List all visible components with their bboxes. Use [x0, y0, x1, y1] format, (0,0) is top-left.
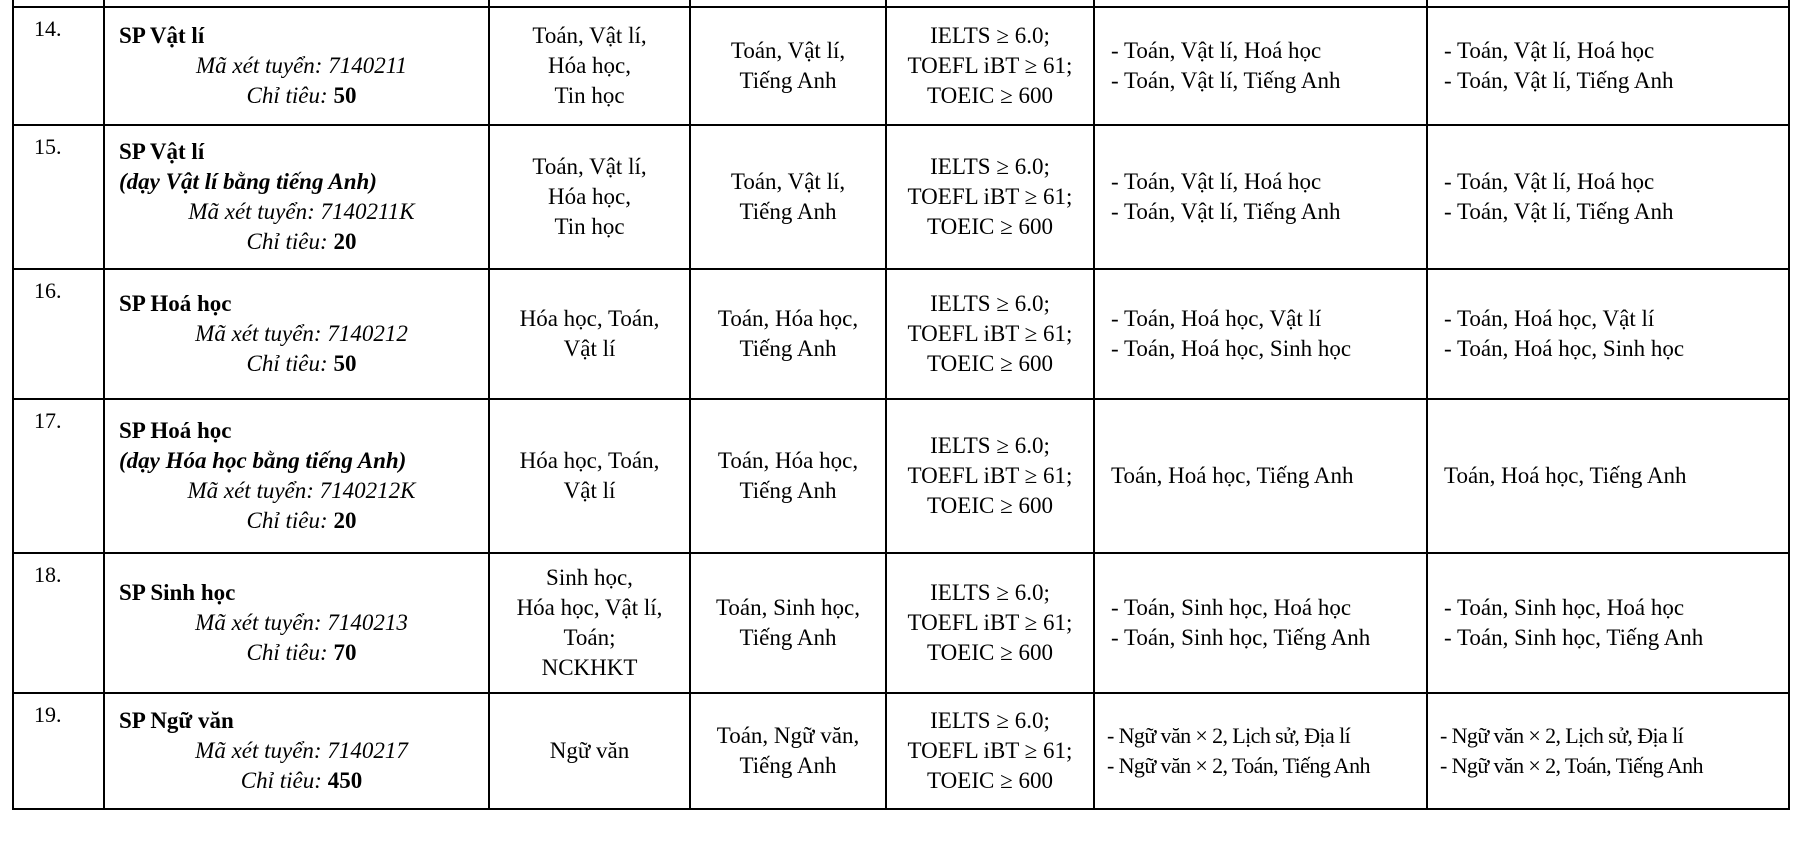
table-row: [13, 125, 1789, 269]
subjects-cell: [489, 7, 690, 125]
quota-line: [119, 227, 484, 257]
major-name: SP Ngữ văn: [119, 708, 234, 733]
quota-label: Chỉ tiêu:: [246, 83, 328, 108]
admission-table: [12, 0, 1790, 810]
quota-line: [119, 638, 484, 668]
certificate-line: TOEFL iBT ≥ 61;: [907, 463, 1073, 488]
certificate-line: TOEIC ≥ 600: [927, 351, 1053, 376]
combination-a-line: Toán, Hoá học, Tiếng Anh: [1111, 463, 1354, 488]
certificate-cell: [886, 553, 1094, 693]
combination-a-line: - Toán, Vật lí, Tiếng Anh: [1111, 199, 1341, 224]
combination-cell: [690, 693, 886, 809]
subject-line: Hóa học, Toán,: [519, 306, 660, 331]
certificate-cell: [886, 693, 1094, 809]
major-subtitle: (dạy Hóa học bằng tiếng Anh): [119, 448, 407, 473]
certificate-cell: [886, 269, 1094, 399]
certificate-line: TOEFL iBT ≥ 61;: [907, 53, 1073, 78]
major-name: SP Hoá học: [119, 291, 232, 316]
certificate-cell: [886, 125, 1094, 269]
quota-value: 20: [333, 229, 357, 254]
admission-code-label: Mã xét tuyển:: [196, 53, 323, 78]
admission-code: 7140213: [327, 610, 408, 635]
quota-value: 450: [327, 768, 363, 793]
major-name: SP Vật lí: [119, 139, 205, 164]
admission-code: 7140212: [327, 321, 408, 346]
certificate-line: TOEIC ≥ 600: [927, 493, 1053, 518]
admission-code: 7140217: [327, 738, 408, 763]
admission-code-line: [119, 197, 484, 227]
subject-line: NCKHKT: [541, 655, 638, 680]
quota-label: Chỉ tiêu:: [246, 508, 328, 533]
combination-b-line: - Toán, Vật lí, Hoá học: [1444, 38, 1655, 63]
subjects-cell: [489, 693, 690, 809]
row-number: 17.: [13, 399, 104, 553]
combination-a-line: - Toán, Hoá học, Vật lí: [1111, 306, 1322, 331]
admission-code-line: [119, 476, 484, 506]
combination-b-line: Toán, Hoá học, Tiếng Anh: [1444, 463, 1687, 488]
quota-line: [119, 506, 484, 536]
major-cell: [104, 693, 489, 809]
subjects-cell: [489, 269, 690, 399]
combination-b-line: - Toán, Vật lí, Tiếng Anh: [1444, 199, 1674, 224]
certificate-cell: [886, 7, 1094, 125]
combination-line: Tiếng Anh: [739, 336, 837, 361]
combination-b-line: - Toán, Sinh học, Hoá học: [1444, 595, 1685, 620]
table-row: [13, 7, 1789, 125]
combination-a-line: - Toán, Sinh học, Tiếng Anh: [1111, 625, 1371, 650]
subject-line: Tin học: [554, 83, 625, 108]
subject-line: Vật lí: [563, 478, 616, 503]
quota-label: Chỉ tiêu:: [240, 768, 322, 793]
combination-a-line: - Toán, Hoá học, Sinh học: [1111, 336, 1352, 361]
quota-value: 50: [333, 351, 357, 376]
combination-line: Toán, Vật lí,: [730, 169, 846, 194]
admission-code-line: [119, 319, 484, 349]
combination-b-line: - Ngữ văn × 2, Toán, Tiếng Anh: [1440, 753, 1703, 778]
combination-line: Tiếng Anh: [739, 68, 837, 93]
combination-cell: [690, 399, 886, 553]
subject-line: Toán;: [563, 625, 616, 650]
certificate-line: IELTS ≥ 6.0;: [930, 23, 1050, 48]
row-number: 14.: [13, 7, 104, 125]
subject-line: Sinh học,: [546, 565, 633, 590]
combination-cell: [690, 7, 886, 125]
table-row: [13, 553, 1789, 693]
certificate-line: TOEFL iBT ≥ 61;: [907, 321, 1073, 346]
subject-line: Vật lí: [563, 336, 616, 361]
major-name: SP Sinh học: [119, 580, 236, 605]
major-subtitle: (dạy Vật lí bằng tiếng Anh): [119, 169, 377, 194]
subjects-cell: [489, 399, 690, 553]
row-number: 18.: [13, 553, 104, 693]
combination-b-cell: [1427, 125, 1789, 269]
combination-a-line: - Ngữ văn × 2, Lịch sử, Địa lí: [1107, 723, 1351, 748]
admission-code-label: Mã xét tuyển:: [187, 478, 314, 503]
major-cell: [104, 553, 489, 693]
combination-line: Toán, Hóa học,: [717, 448, 859, 473]
table-row: [13, 269, 1789, 399]
subject-line: Toán, Vật lí,: [532, 23, 647, 48]
admission-code-label: Mã xét tuyển:: [195, 738, 322, 763]
combination-line: Tiếng Anh: [739, 753, 837, 778]
quota-value: 50: [333, 83, 357, 108]
certificate-line: TOEFL iBT ≥ 61;: [907, 184, 1073, 209]
combination-b-line: - Toán, Hoá học, Vật lí: [1444, 306, 1655, 331]
combination-a-cell: [1094, 553, 1427, 693]
subjects-cell: [489, 125, 690, 269]
row-number: 16.: [13, 269, 104, 399]
row-number: 15.: [13, 125, 104, 269]
quota-value: 20: [333, 508, 357, 533]
combination-a-cell: [1094, 7, 1427, 125]
subject-line: Toán, Vật lí,: [532, 154, 647, 179]
combination-b-line: - Toán, Vật lí, Hoá học: [1444, 169, 1655, 194]
combination-line: Tiếng Anh: [739, 625, 837, 650]
quota-value: 70: [333, 640, 357, 665]
certificate-line: TOEIC ≥ 600: [927, 640, 1053, 665]
admission-code: 7140212K: [319, 478, 416, 503]
combination-b-cell: [1427, 693, 1789, 809]
combination-b-cell: [1427, 399, 1789, 553]
certificate-line: IELTS ≥ 6.0;: [930, 433, 1050, 458]
row-number: 19.: [13, 693, 104, 809]
admission-code-line: [119, 51, 484, 81]
certificate-line: IELTS ≥ 6.0;: [930, 291, 1050, 316]
quota-line: [119, 349, 484, 379]
combination-b-cell: [1427, 7, 1789, 125]
combination-a-line: - Toán, Vật lí, Hoá học: [1111, 169, 1322, 194]
certificate-line: IELTS ≥ 6.0;: [930, 708, 1050, 733]
quota-label: Chỉ tiêu:: [246, 640, 328, 665]
quota-label: Chỉ tiêu:: [246, 229, 328, 254]
admission-code: 7140211K: [320, 199, 415, 224]
table-row: [13, 693, 1789, 809]
combination-b-line: - Ngữ văn × 2, Lịch sử, Địa lí: [1440, 723, 1684, 748]
quota-line: [119, 766, 484, 796]
combination-a-cell: [1094, 269, 1427, 399]
combination-cell: [690, 269, 886, 399]
subject-line: Tin học: [554, 214, 625, 239]
combination-line: Toán, Hóa học,: [717, 306, 859, 331]
combination-b-cell: [1427, 269, 1789, 399]
combination-a-line: - Toán, Vật lí, Tiếng Anh: [1111, 68, 1341, 93]
certificate-line: IELTS ≥ 6.0;: [930, 580, 1050, 605]
combination-a-cell: [1094, 693, 1427, 809]
admission-code-line: [119, 736, 484, 766]
combination-cell: [690, 553, 886, 693]
subject-line: Hóa học,: [547, 53, 632, 78]
combination-line: Toán, Ngữ văn,: [716, 723, 860, 748]
admission-code-label: Mã xét tuyển:: [195, 610, 322, 635]
combination-a-cell: [1094, 399, 1427, 553]
certificate-line: TOEIC ≥ 600: [927, 214, 1053, 239]
major-cell: [104, 399, 489, 553]
combination-line: Toán, Vật lí,: [730, 38, 846, 63]
combination-cell: [690, 125, 886, 269]
combination-a-line: - Toán, Sinh học, Hoá học: [1111, 595, 1352, 620]
major-cell: [104, 125, 489, 269]
combination-line: Tiếng Anh: [739, 478, 837, 503]
admission-code-label: Mã xét tuyển:: [195, 321, 322, 346]
certificate-line: TOEIC ≥ 600: [927, 768, 1053, 793]
subjects-cell: [489, 553, 690, 693]
combination-a-line: - Ngữ văn × 2, Toán, Tiếng Anh: [1107, 753, 1370, 778]
top-spacer-row: [13, 0, 1789, 7]
major-cell: [104, 269, 489, 399]
admission-code-label: Mã xét tuyển:: [188, 199, 315, 224]
major-name: SP Vật lí: [119, 23, 205, 48]
combination-b-line: - Toán, Vật lí, Tiếng Anh: [1444, 68, 1674, 93]
certificate-line: TOEIC ≥ 600: [927, 83, 1053, 108]
subject-line: Hóa học, Vật lí,: [516, 595, 663, 620]
combination-line: Tiếng Anh: [739, 199, 837, 224]
admission-code-line: [119, 608, 484, 638]
combination-a-cell: [1094, 125, 1427, 269]
subject-line: Hóa học,: [547, 184, 632, 209]
combination-b-line: - Toán, Hoá học, Sinh học: [1444, 336, 1685, 361]
combination-a-line: - Toán, Vật lí, Hoá học: [1111, 38, 1322, 63]
subject-line: Ngữ văn: [549, 738, 630, 763]
combination-b-cell: [1427, 553, 1789, 693]
table-row: [13, 399, 1789, 553]
admission-code: 7140211: [328, 53, 407, 78]
certificate-line: TOEFL iBT ≥ 61;: [907, 738, 1073, 763]
quota-line: [119, 81, 484, 111]
subject-line: Hóa học, Toán,: [519, 448, 660, 473]
certificate-line: TOEFL iBT ≥ 61;: [907, 610, 1073, 635]
combination-line: Toán, Sinh học,: [715, 595, 861, 620]
major-cell: [104, 7, 489, 125]
major-name: SP Hoá học: [119, 418, 232, 443]
certificate-line: IELTS ≥ 6.0;: [930, 154, 1050, 179]
quota-label: Chỉ tiêu:: [246, 351, 328, 376]
combination-b-line: - Toán, Sinh học, Tiếng Anh: [1444, 625, 1704, 650]
certificate-cell: [886, 399, 1094, 553]
